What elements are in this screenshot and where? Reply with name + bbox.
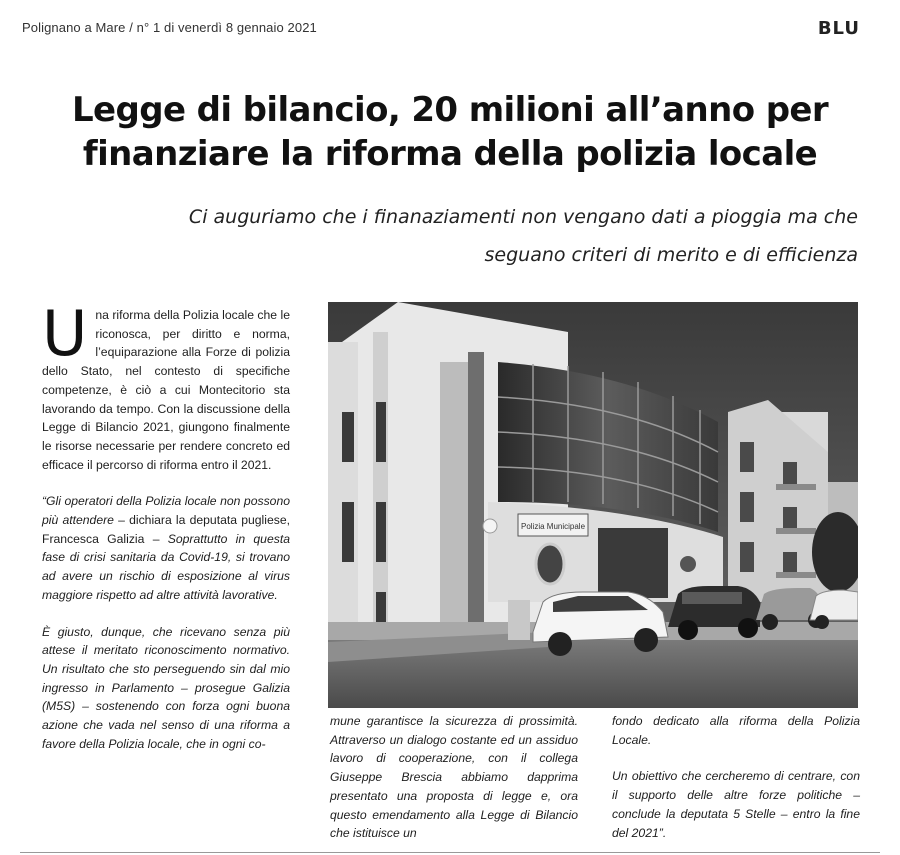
article-photo	[328, 302, 858, 708]
headline-line-1: Legge di bilancio, 20 milioni all’anno per	[71, 90, 829, 130]
paragraph-4: mune garantisce la sicurezza di prossimità. Attraverso un dialogo costante ed un assiduo lavoro di cooperazione, con il collega Giuseppe Brescia abbiamo dapprima presentato una proposta di legge e, ora questo emendamento alla Legge di Bilancio che istituisce un	[330, 714, 578, 841]
paragraph-6: Un obiettivo che cercheremo di centrare, con il supporto delle altre forze politiche – conclude la deputata 5 Stelle – entro la fine del 2021”.	[612, 769, 860, 840]
paragraph-3: È giusto, dunque, che ricevano senza più attese il meritato riconoscimento normativo. Un risultato che sto perseguendo sin dal mio ingresso in Parlamento – prosegue Galizia (M5S) – sostenendo con forza ogni buona azione che vada nel senso di una riforma a favore della Polizia locale, che in ogni co-	[42, 624, 290, 751]
photo-municipal-police-building	[328, 302, 858, 708]
drop-cap: U	[42, 297, 88, 370]
paragraph-2-quote-a: “Gli operatori della Polizia locale non possono più attendere	[42, 494, 290, 528]
building-sign: Polizia Municipale	[520, 522, 586, 531]
article-column-2	[330, 712, 578, 843]
article-subhead	[138, 198, 858, 274]
headline-line-2: finanziare la riforma della polizia locale	[82, 134, 818, 174]
article-column-3	[612, 712, 860, 842]
footer-rule	[20, 852, 880, 853]
masthead-bar	[22, 18, 860, 40]
paragraph-2-attribution: – dichiara la deputata pugliese, Francesca Galizia –	[42, 513, 290, 546]
paragraph-1-text: na riforma della Polizia locale che le riconosca, per diritto e norma, l’equiparazione alla Forze di polizia dello Stato, nel contesto di specifiche competenze, è ciò a cui Montecitorio sta lavorando da tempo. Con la discussione della Legge di Bilancio 2021, giungono finalmente le risorse necessarie per rendere concreto ed efficace il percorso di riforma entro il 2021.	[42, 308, 290, 472]
paragraph-2-quote-b: Soprattutto in questa fase di crisi sanitaria da Covid-19, si trovano ad avere un rischio di esposizione al virus maggiore rispetto ad altre attività lavorative.	[42, 531, 290, 602]
paragraph-5: fondo dedicato alla riforma della Polizia Locale.	[612, 714, 860, 747]
paragraph-1	[42, 297, 290, 474]
article-headline	[20, 88, 880, 176]
article-column-1	[42, 297, 290, 753]
subhead-line-2: seguano criteri di merito e di efficienza	[484, 244, 858, 266]
dateline: Polignano a Mare / n° 1 di venerdì 8 gennaio 2021	[22, 20, 317, 35]
brand-logo[interactable]: BLU	[817, 18, 860, 39]
paragraph-2	[42, 492, 290, 604]
subhead-line-1: Ci auguriamo che i finanaziamenti non vengano dati a pioggia ma che	[188, 206, 858, 228]
